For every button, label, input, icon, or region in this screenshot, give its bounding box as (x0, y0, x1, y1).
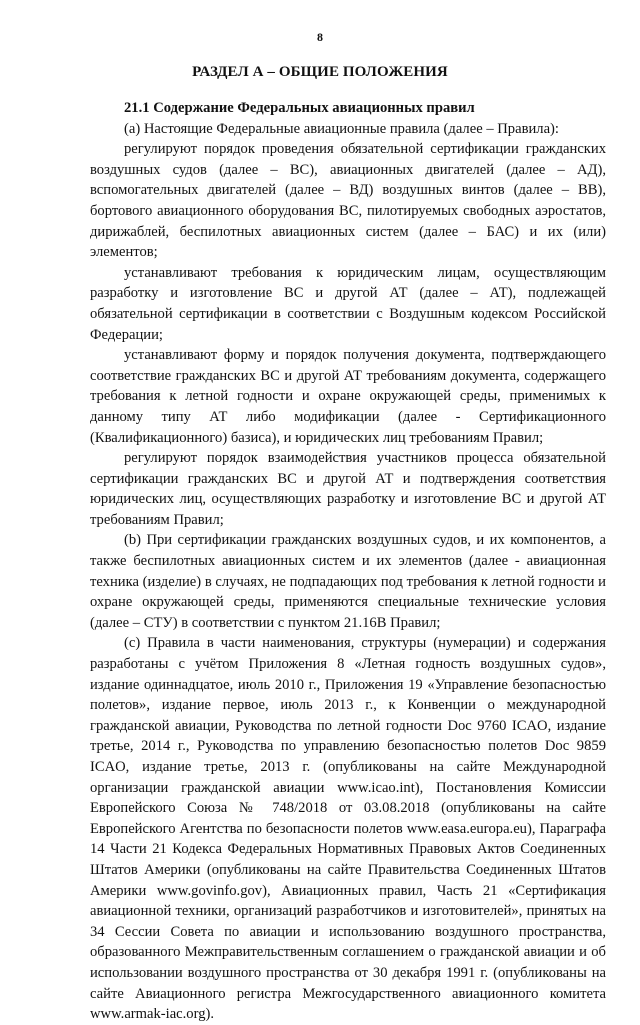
paragraph-regulate-interaction: регулируют порядок взаимодействия участников процесса обязательной сертификации гражданских ВС и другой АТ и подтверждения соответствия юридических лиц, осуществляющих разработку и изготовление ВС и другой АТ требованиям Правил; (90, 450, 606, 528)
paragraph-regulate-certification: регулируют порядок проведения обязательной сертификации гражданских воздушных судов (далее – ВС), авиационных двигателей (далее – АД), вспомогательных двигателей (далее – ВД) воздушных винтов (далее – ВВ), бортового авиационного оборудования ВС, пилотируемых свободных аэростатов, дирижаблей, беспилотных авиационных систем (далее – БАС) и их (или) элементов; (90, 141, 606, 261)
section-title: РАЗДЕЛ А – ОБЩИЕ ПОЛОЖЕНИЯ (192, 64, 448, 80)
paragraph-c-sources: (с) Правила в части наименования, структуры (нумерации) и содержания разработаны с учётом Приложения 8 «Летная годность воздушных судов», издание одиннадцатое, июль 2010 г., Приложения 19 «Управление безопасностью полетов», издание первое, июль 2013 г., к Конвенции о международной гражданской авиации, Руководства по летной годности Doc 9760 ICAO, издание третье, 2014 г., Руководства по управлению безопасностью полетов Doc 9859 ICAO, издание третье, 2013 г. (опубликованы на сайте Международной организации гражданской авиации www.icao.int), Постановления Комиссии Европейского Союза № 748/2018 от 03.08.2018 (опубликованы на сайте Европейского Агентства по безопасности полетов www.easa.europa.eu), Параграфа 14 Части 21 Кодекса Федеральных Нормативных Правовых Актов Соединенных Штатов Америки (опубликованы на сайте Правительства Соединенных Штатов Америки www.govinfo.gov), Авиационных правил, Часть 21 «Сертификация авиационной техники, организаций разработчиков и изготовителей», принятых на 34 Сессии Совета по авиации и использованию воздушного пространства, образованного Межправительственным соглашением о гражданской авиации и об использовании воздушного пространства от 30 декабря 1991 г. (опубликованы на сайте Авиационного регистра Межгосударственного авиационного комитета www.armak-iac.org). (90, 635, 606, 1023)
paragraph-establish-form: устанавливают форму и порядок получения документа, подтверждающего соответствие гражданских ВС и другой АТ требованиям документа, содержащего требования к летной годности и охране окружающей среды, применимых к данному типу АТ либо модификации (далее - Сертификационного (Квалификационного) базиса), и юридических лиц требованиям Правил; (90, 347, 606, 446)
paragraph-b-stu: (b) При сертификации гражданских воздушных судов, и их компонентов, а также беспилотных авиационных систем и их элементов (далее - авиационная техника (изделие) в случаях, не подпадающих под требования к летной годности и охране окружающей среды, применяются специальные технические условия (далее – СТУ) в соответствии с пунктом 21.16В Правил; (90, 532, 606, 631)
paragraph-a-intro: (а) Настоящие Федеральные авиационные правила (далее – Правила): (124, 120, 559, 137)
subsection-title: 21.1 Содержание Федеральных авиационных правил (124, 100, 475, 116)
paragraph-establish-requirements: устанавливают требования к юридическим лицам, осуществляющим разработку и изготовление ВС и другой АТ (далее – АТ), подлежащей обязательной сертификации в соответствии с Воздушным кодексом Российской Федерации; (90, 264, 606, 343)
page-number: 8 (317, 30, 323, 44)
document-body (90, 98, 606, 1025)
